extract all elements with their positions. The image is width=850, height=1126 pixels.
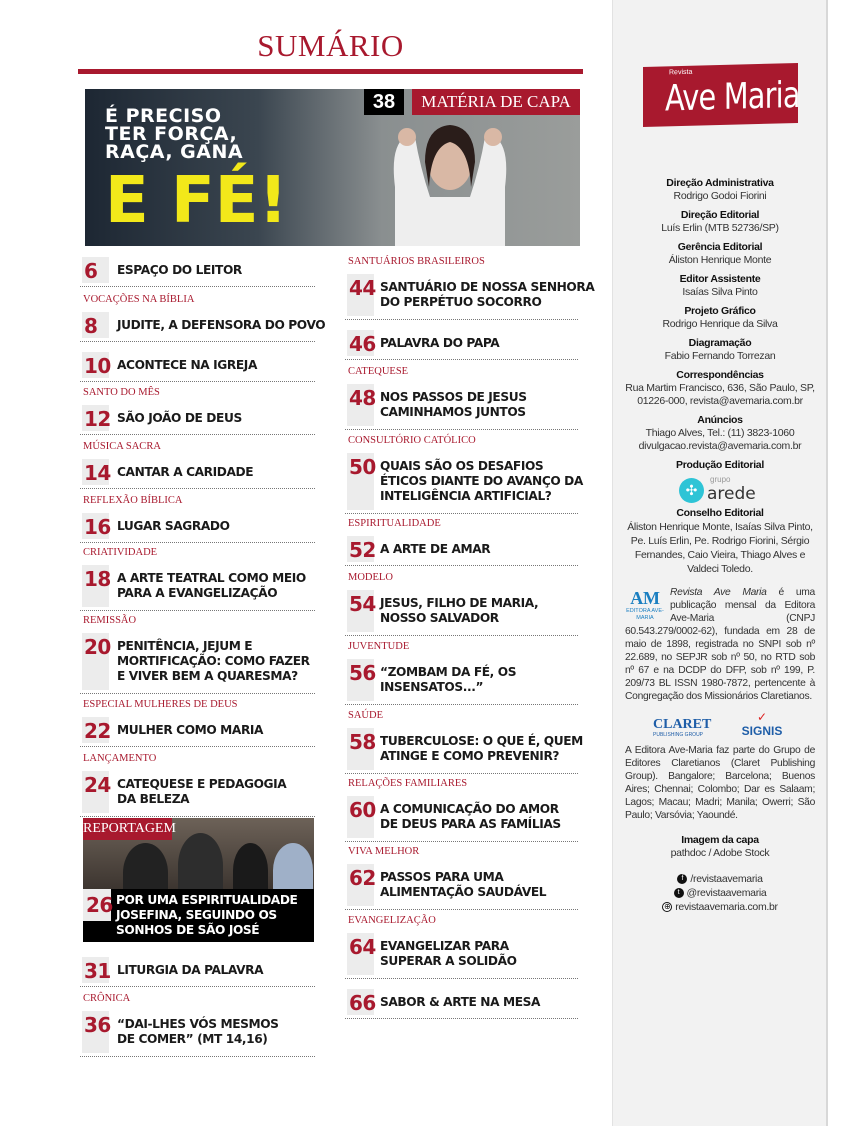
toc-entry[interactable] [80,513,315,543]
website-link[interactable] [613,900,827,914]
section-category: ESPECIAL MULHERES DE DEUS [83,699,238,710]
section-category: SANTUÁRIOS BRASILEIROS [348,256,485,267]
section-category: CATEQUESE [348,366,409,377]
title-line: INSENSATOS...” [380,680,484,694]
title-line: DO PERPÉTUO SOCORRO [380,295,542,309]
credit-block [613,337,827,363]
title-line: INTELIGÊNCIA ARTIFICIAL? [380,489,552,503]
website-url: revistaavemaria.com.br [675,901,778,913]
credit-role: Editor Assistente [679,273,761,285]
entry-title [117,411,242,426]
entry-title [380,665,516,695]
entry-title [117,723,263,738]
credit-names: Thiago Alves, Tel.: (11) 3823-1060 divulgacao.revista@avemaria.com.br [638,427,802,452]
twitter-handle: @revistaavemaria [686,887,767,899]
toc-entry[interactable] [345,536,578,566]
logo-text: CLARET [653,717,712,732]
social-links [613,872,827,914]
title-line: LUGAR SAGRADO [117,519,230,533]
entry-title [380,939,517,969]
image-credit [613,834,827,860]
page-number: 66 [349,991,376,1015]
toc-entry[interactable] [80,459,315,489]
page-number: 31 [84,959,111,983]
credits-list [613,177,827,459]
page-number: 10 [84,354,111,378]
title-line: “DAI-LHES VÓS MESMOS [117,1017,279,1031]
credit-role: Diagramação [688,337,752,349]
credit-names: Fabio Fernando Torrezan [664,350,776,362]
title-line: “ZOMBAM DA FÉ, OS [380,665,517,679]
conselho-heading: Conselho Editorial [676,507,764,519]
about-italic: Revista Ave Maria [670,587,767,598]
title-line: PARA A EVANGELIZAÇÃO [117,586,278,600]
entry-title [380,390,527,420]
entry-title [117,571,306,601]
section-category: VOCAÇÕES NA BÍBLIA [83,294,195,305]
title-line: PENITÊNCIA, JEJUM E [117,639,253,653]
title-line: TUBERCULOSE: O QUE É, QUEM [380,734,583,748]
title-line: QUAIS SÃO OS DESAFIOS [380,459,544,473]
title-line: ATINGE E COMO PREVENIR? [380,749,560,763]
title-line: SABOR & ARTE NA MESA [380,995,541,1009]
logo-text: Ave Maria [664,74,800,120]
toc-entry[interactable] [345,728,583,774]
title-line: PASSOS PARA UMA [380,870,504,884]
title-line: CANTAR A CARIDADE [117,465,254,479]
ave-maria-logo [643,63,798,127]
entry-title [117,263,242,278]
cover-headline-line: RAÇA, GANA [105,141,244,163]
toc-entry[interactable] [80,257,315,287]
entry-title [117,1017,279,1047]
title-line: JOSEFINA, SEGUINDO OS [116,908,277,922]
page-number: 50 [349,455,376,479]
entry-title [380,870,546,900]
credit-role: Gerência Editorial [677,241,763,253]
title-line: POR UMA ESPIRITUALIDADE [116,893,298,907]
image-credit-text: pathdoc / Adobe Stock [670,847,770,859]
cover-photo-woman [385,107,515,246]
title-line: JUDITE, A DEFENSORA DO POVO [117,318,326,332]
section-category: VIVA MELHOR [348,846,420,857]
toc-entry[interactable] [80,405,315,435]
title-line: JESUS, FILHO DE MARIA, [380,596,539,610]
page-number: 8 [84,314,98,338]
partner-logos [653,711,787,738]
about-body: é uma publicação mensal da Editora Ave-Maria (CNPJ 60.543.279/0002-62), fundada em 28 de maio de 1898, registrada no SNPI sob nº 22.689, no SEPJR sob nº 50, no RTD sob nº 67 e na DCDP do DFP, sob nº 199, P. 209/73 BL ISSN 1980-7872, pertencente à Congregação dos Missionários Claretianos. [625,587,815,702]
producao-heading: Produção Editorial [676,459,764,471]
toc-entry[interactable] [345,989,578,1019]
reportagem-title [116,893,297,938]
page-number: 26 [86,893,113,917]
title-line: A ARTE DE AMAR [380,542,491,556]
title-line: LITURGIA DA PALAVRA [117,963,264,977]
globe-icon: ⊕ [664,902,671,911]
title-line: PALAVRA DO PAPA [380,336,500,350]
page-number: 24 [84,773,111,797]
page-number: 58 [349,730,376,754]
logo-text: AM [630,588,660,608]
logo-small-text: grupo [710,475,731,484]
section-category: REMISSÃO [83,615,137,626]
section-category: MÚSICA SACRA [83,441,161,452]
entry-title [380,542,490,557]
title-line: NOS PASSOS DE JESUS [380,390,527,404]
toc-entry[interactable] [80,957,315,987]
logo-small-text: EDITORA AVE-MARIA [626,608,664,621]
toc-entry[interactable] [345,659,578,705]
facebook-handle: /revistaavemaria [690,873,763,885]
entry-title [117,519,230,534]
section-category: CRIATIVIDADE [83,547,158,558]
title-line: MULHER COMO MARIA [117,723,264,737]
credit-names: Áliston Henrique Monte [668,254,772,266]
page-number: 12 [84,407,111,431]
credit-block [613,414,827,453]
entry-title [380,596,538,626]
entry-title [117,777,286,807]
section-category: JUVENTUDE [348,641,410,652]
page-number: 6 [84,259,98,283]
grupo-arede-logo [679,475,761,505]
page-number: 36 [84,1013,111,1037]
producao-label [613,459,827,472]
credit-names: Luís Erlin (MTB 52736/SP) [661,222,779,234]
masthead-content [613,65,827,914]
page-number: 62 [349,866,376,890]
arede-icon: ✣ [679,478,704,503]
about-text [625,586,815,703]
page-title: SUMÁRIO [257,28,404,63]
logo-text: SIGNIS [741,724,783,738]
section-category: EVANGELIZAÇÃO [348,915,436,926]
section-category: RELAÇÕES FAMILIARES [348,778,468,789]
cover-label: MATÉRIA DE CAPA [412,89,580,115]
page-number: 48 [349,386,376,410]
toc-entry[interactable] [345,796,578,842]
title-line: ÉTICOS DIANTE DO AVANÇO DA [380,474,583,488]
credit-block [613,177,827,203]
title-line: SÃO JOÃO DE DEUS [117,411,242,425]
title-line: SANTUÁRIO DE NOSSA SENHORA [380,280,595,294]
toc-entry[interactable] [345,453,583,514]
conselho-names: Áliston Henrique Monte, Isaías Silva Pinto, Pe. Luís Erlin, Pe. Rodrigo Fiorini, Sérgio Fernandes, Caio Vieira, Thiago Alves e Valdeci Toledo. [627,521,813,575]
entry-title [380,802,561,832]
toc-entry[interactable] [345,933,578,979]
entry-title [380,336,499,351]
toc-entry[interactable] [345,274,595,320]
credit-block [613,305,827,331]
page-number: 22 [84,719,111,743]
credit-block [613,241,827,267]
credit-role: Anúncios [697,414,743,426]
toc-entry[interactable] [80,565,315,611]
entry-title [117,963,263,978]
credit-block [613,273,827,299]
section-category: SAÚDE [348,710,384,721]
credit-names: Rodrigo Godoi Fiorini [673,190,767,202]
image-credit-heading: Imagem da capa [681,834,759,846]
page-number: 64 [349,935,376,959]
credit-block [613,369,827,408]
entry-title [380,734,583,764]
facebook-icon: f [677,874,687,884]
toc-entry[interactable] [80,771,315,817]
cover-headline-line: TER FORÇA, [105,123,238,145]
page-number: 60 [349,798,376,822]
section-category: MODELO [348,572,393,583]
page-number: 46 [349,332,376,356]
entry-title [380,280,594,310]
credit-names: Rodrigo Henrique da Silva [662,318,778,330]
entry-title [117,639,310,684]
page-number: 16 [84,515,111,539]
title-line: DE DEUS PARA AS FAMÍLIAS [380,817,561,831]
section-category: SANTO DO MÊS [83,387,160,398]
page-number: 44 [349,276,376,300]
title-line: ESPAÇO DO LEITOR [117,263,242,277]
entry-title [117,358,257,373]
twitter-link[interactable] [613,886,827,900]
title-line: CAMINHAMOS JUNTOS [380,405,526,419]
reportagem-feature[interactable] [83,818,314,942]
entry-title [380,995,540,1010]
title-line: SONHOS DE SÃO JOSÉ [116,923,260,937]
title-line: A COMUNICAÇÃO DO AMOR [380,802,559,816]
title-line: A ARTE TEATRAL COMO MEIO [117,571,306,585]
cover-headline-big: E FÉ! [105,164,288,238]
title-line: DE COMER” (MT 14,16) [117,1032,268,1046]
title-divider [78,69,583,74]
cover-page-number: 38 [364,89,404,115]
page-number: 52 [349,538,376,562]
page-number: 20 [84,635,111,659]
credit-role: Direção Editorial [680,209,760,221]
title-line: SUPERAR A SOLIDÃO [380,954,517,968]
title-line: ALIMENTAÇÃO SAUDÁVEL [380,885,547,899]
credit-role: Direção Administrativa [666,177,774,189]
signis-icon: ✓ [756,710,768,724]
section-category: CRÔNICA [83,993,131,1004]
toc-entry[interactable] [345,590,578,636]
toc-entry[interactable] [80,352,315,382]
section-category: LANÇAMENTO [83,753,157,764]
title-line: MORTIFICAÇÃO: COMO FAZER [117,654,310,668]
title-line: CATEQUESE E PEDAGOGIA [117,777,287,791]
toc-entry[interactable] [80,717,315,747]
section-category: CONSULTÓRIO CATÓLICO [348,435,476,446]
section-category: ESPIRITUALIDADE [348,518,441,529]
facebook-link[interactable] [613,872,827,886]
logo-small-text: Revista [668,68,692,77]
toc-entry[interactable] [80,312,326,342]
title-line: EVANGELIZAR PARA [380,939,509,953]
toc-entry[interactable] [345,330,578,360]
reportagem-label: REPORTAGEM [83,818,172,840]
page-number: 14 [84,461,111,485]
credit-role: Correspondências [676,369,764,381]
credit-role: Projeto Gráfico [684,305,756,317]
toc-entry[interactable] [345,864,578,910]
masthead-sidebar [612,0,828,1126]
cover-headline [105,107,243,161]
title-line: ACONTECE NA IGREJA [117,358,257,372]
credit-block [613,209,827,235]
title-line: NOSSO SALVADOR [380,611,499,625]
conselho-editorial [613,507,827,576]
entry-title [117,465,253,480]
signis-logo [737,711,787,738]
group-text: A Editora Ave-Maria faz parte do Grupo de Editores Claretianos (Claret Publishing Group). Bangalore; Barcelona; Buenos Aires; Chennai; Colombo; Dar es Salaam; Lagos; Macau; Madri; Manila; Owerri; São Paulo; Varsóvia; Yaoundé. [625,745,815,821]
entry-title [380,459,583,504]
logo-small-text: PUBLISHING GROUP [653,732,704,738]
twitter-icon: t [674,888,684,898]
claret-logo [653,717,725,738]
credit-names: Rua Martim Francisco, 636, São Paulo, SP, 01226-000, revista@avemaria.com.br [625,382,815,407]
section-category: REFLEXÃO BÍBLICA [83,495,183,506]
title-line: E VIVER BEM A QUARESMA? [117,669,298,683]
title-line: DA BELEZA [117,792,190,806]
logo-text: arede [707,484,756,504]
page-number: 18 [84,567,111,591]
page-number: 54 [349,592,376,616]
credit-names: Isaías Silva Pinto [682,286,758,298]
toc-entry[interactable] [80,633,315,694]
entry-title [117,318,325,333]
toc-entry[interactable] [80,1011,315,1057]
editora-logo [625,588,665,622]
cover-story-banner[interactable] [85,89,580,246]
page-number: 56 [349,661,376,685]
toc-entry[interactable] [345,384,578,430]
cover-headline-line: É PRECISO [105,105,222,127]
